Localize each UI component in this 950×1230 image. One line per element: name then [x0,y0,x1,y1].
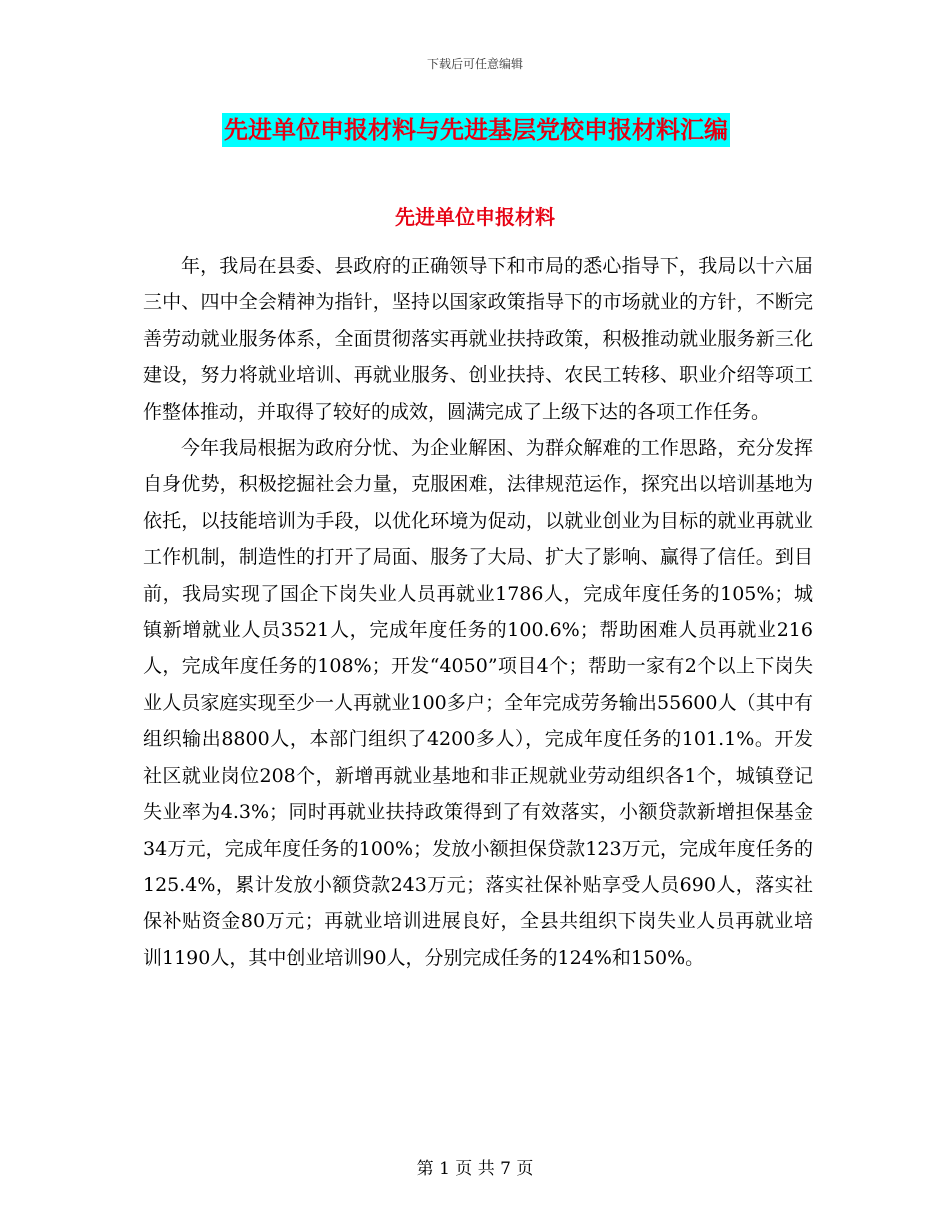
page-number-footer: 第 1 页 共 7 页 [416,1159,534,1179]
paragraph-2: 今年我局根据为政府分忧、为企业解困、为群众解难的工作思路，充分发挥自身优势，积极挖掘社会力量，克服困难，法律规范运作，探究出以培训基地为依托，以技能培训为手段，以优化环境为促动，以就业创业为目标的就业再就业工作机制，制造性的打开了局面、服务了大局、扩大了影响、赢得了信任。到目前，我局实现了国企下岗失业人员再就业1786人，完成年度任务的105%；城镇新增就业人员3521人，完成年度任务的100.6%；帮助困难人员再就业216人，完成年度任务的108%；开发“4050”项目4个；帮助一家有2个以上下岗失业人员家庭实现至少一人再就业100多户；全年完成劳务输出55600人（其中有组织输出8800人，本部门组织了4200多人），完成年度任务的101.1%。开发社区就业岗位208个，新增再就业基地和非正规就业劳动组织各1个，城镇登记失业率为4.3%；同时再就业扶持政策得到了有效落实，小额贷款新增担保基金34万元，完成年度任务的100%；发放小额担保贷款123万元，完成年度任务的125.4%，累计发放小额贷款243万元；落实社保补贴享受人员690人，落实社保补贴资金80万元；再就业培训进展良好，全县共组织下岗失业人员再就业培训1190人，其中创业培训90人，分别完成任务的124%和150%。 [143,437,813,969]
document-title: 先进单位申报材料与先进基层党校申报材料汇编 [222,113,730,147]
paragraph-1: 年，我局在县委、县政府的正确领导下和市局的悉心指导下，我局以十六届三中、四中全会精神为指针，坚持以国家政策指导下的市场就业的方针，不断完善劳动就业服务体系，全面贯彻落实再就业扶持政策，积极推动就业服务新三化建设，努力将就业培训、再就业服务、创业扶持、农民工转移、职业介绍等项工作整体推动，并取得了较好的成效，圆满完成了上级下达的各项工作任务。 [143,255,813,423]
body-text [143,248,813,976]
section-title: 先进单位申报材料 [395,205,555,229]
header-note: 下载后可任意编辑 [426,57,523,71]
